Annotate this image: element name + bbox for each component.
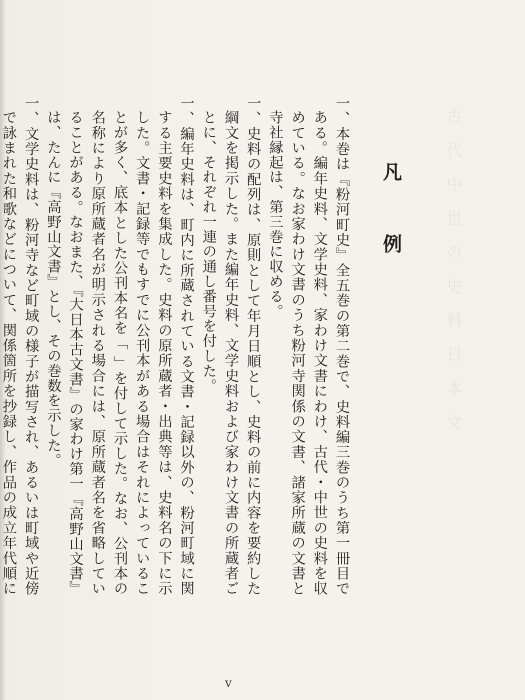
facing-page-bleed-through: 古 代 中 世 の 史 料 日 本 文	[444, 108, 463, 431]
page-number: v	[225, 676, 232, 690]
paragraph-3: 一、編年史料は、町内に所蔵されている文書・記録以外の、粉河町域に関する主要史料を集成した。史料の原所蔵者・出典等は、史料名の下に示した。文書・記録等でもすでに公刊本がある場合はそれによっていることが多く、底本とした公刊本名を「 」を付して示した。なお、公刊本の名称により原所蔵者名が明示される場合には、原所蔵者名を省略していることがある。なおまた、『大日本古文書』の家わけ第一『高野山文書』は、たんに『高野山文書』とし、その巻数を示した。	[45, 96, 195, 596]
paragraph-2: 一、史料の配列は、原則として年月日順とし、史料の前に内容を要約した綱文を掲示した。また編年史料、文学史料および家わけ文書の所蔵者ごとに、それぞれ一連の通し番号を付した。	[200, 96, 262, 596]
page-title: 凡 例	[380, 162, 402, 276]
paragraph-4: 一、文学史料は、粉河寺など町域の様子が描写され、あるいは町域や近傍で詠まれた和歌などについて、関係箇所を抄録し、作品の成立年代順に	[0, 96, 40, 596]
paragraph-1: 一、本巻は『粉河町史』全五巻の第二巻で、史料編三巻のうち第一冊目である。編年史料、文学史料、家わけ文書にわけ、古代・中世の史料を収めている。なお家わけ文書のうち粉河寺関係の文書、諸家所蔵の文書と寺社縁起は、第三巻に収める。	[267, 96, 350, 596]
page-body	[0, 96, 353, 596]
